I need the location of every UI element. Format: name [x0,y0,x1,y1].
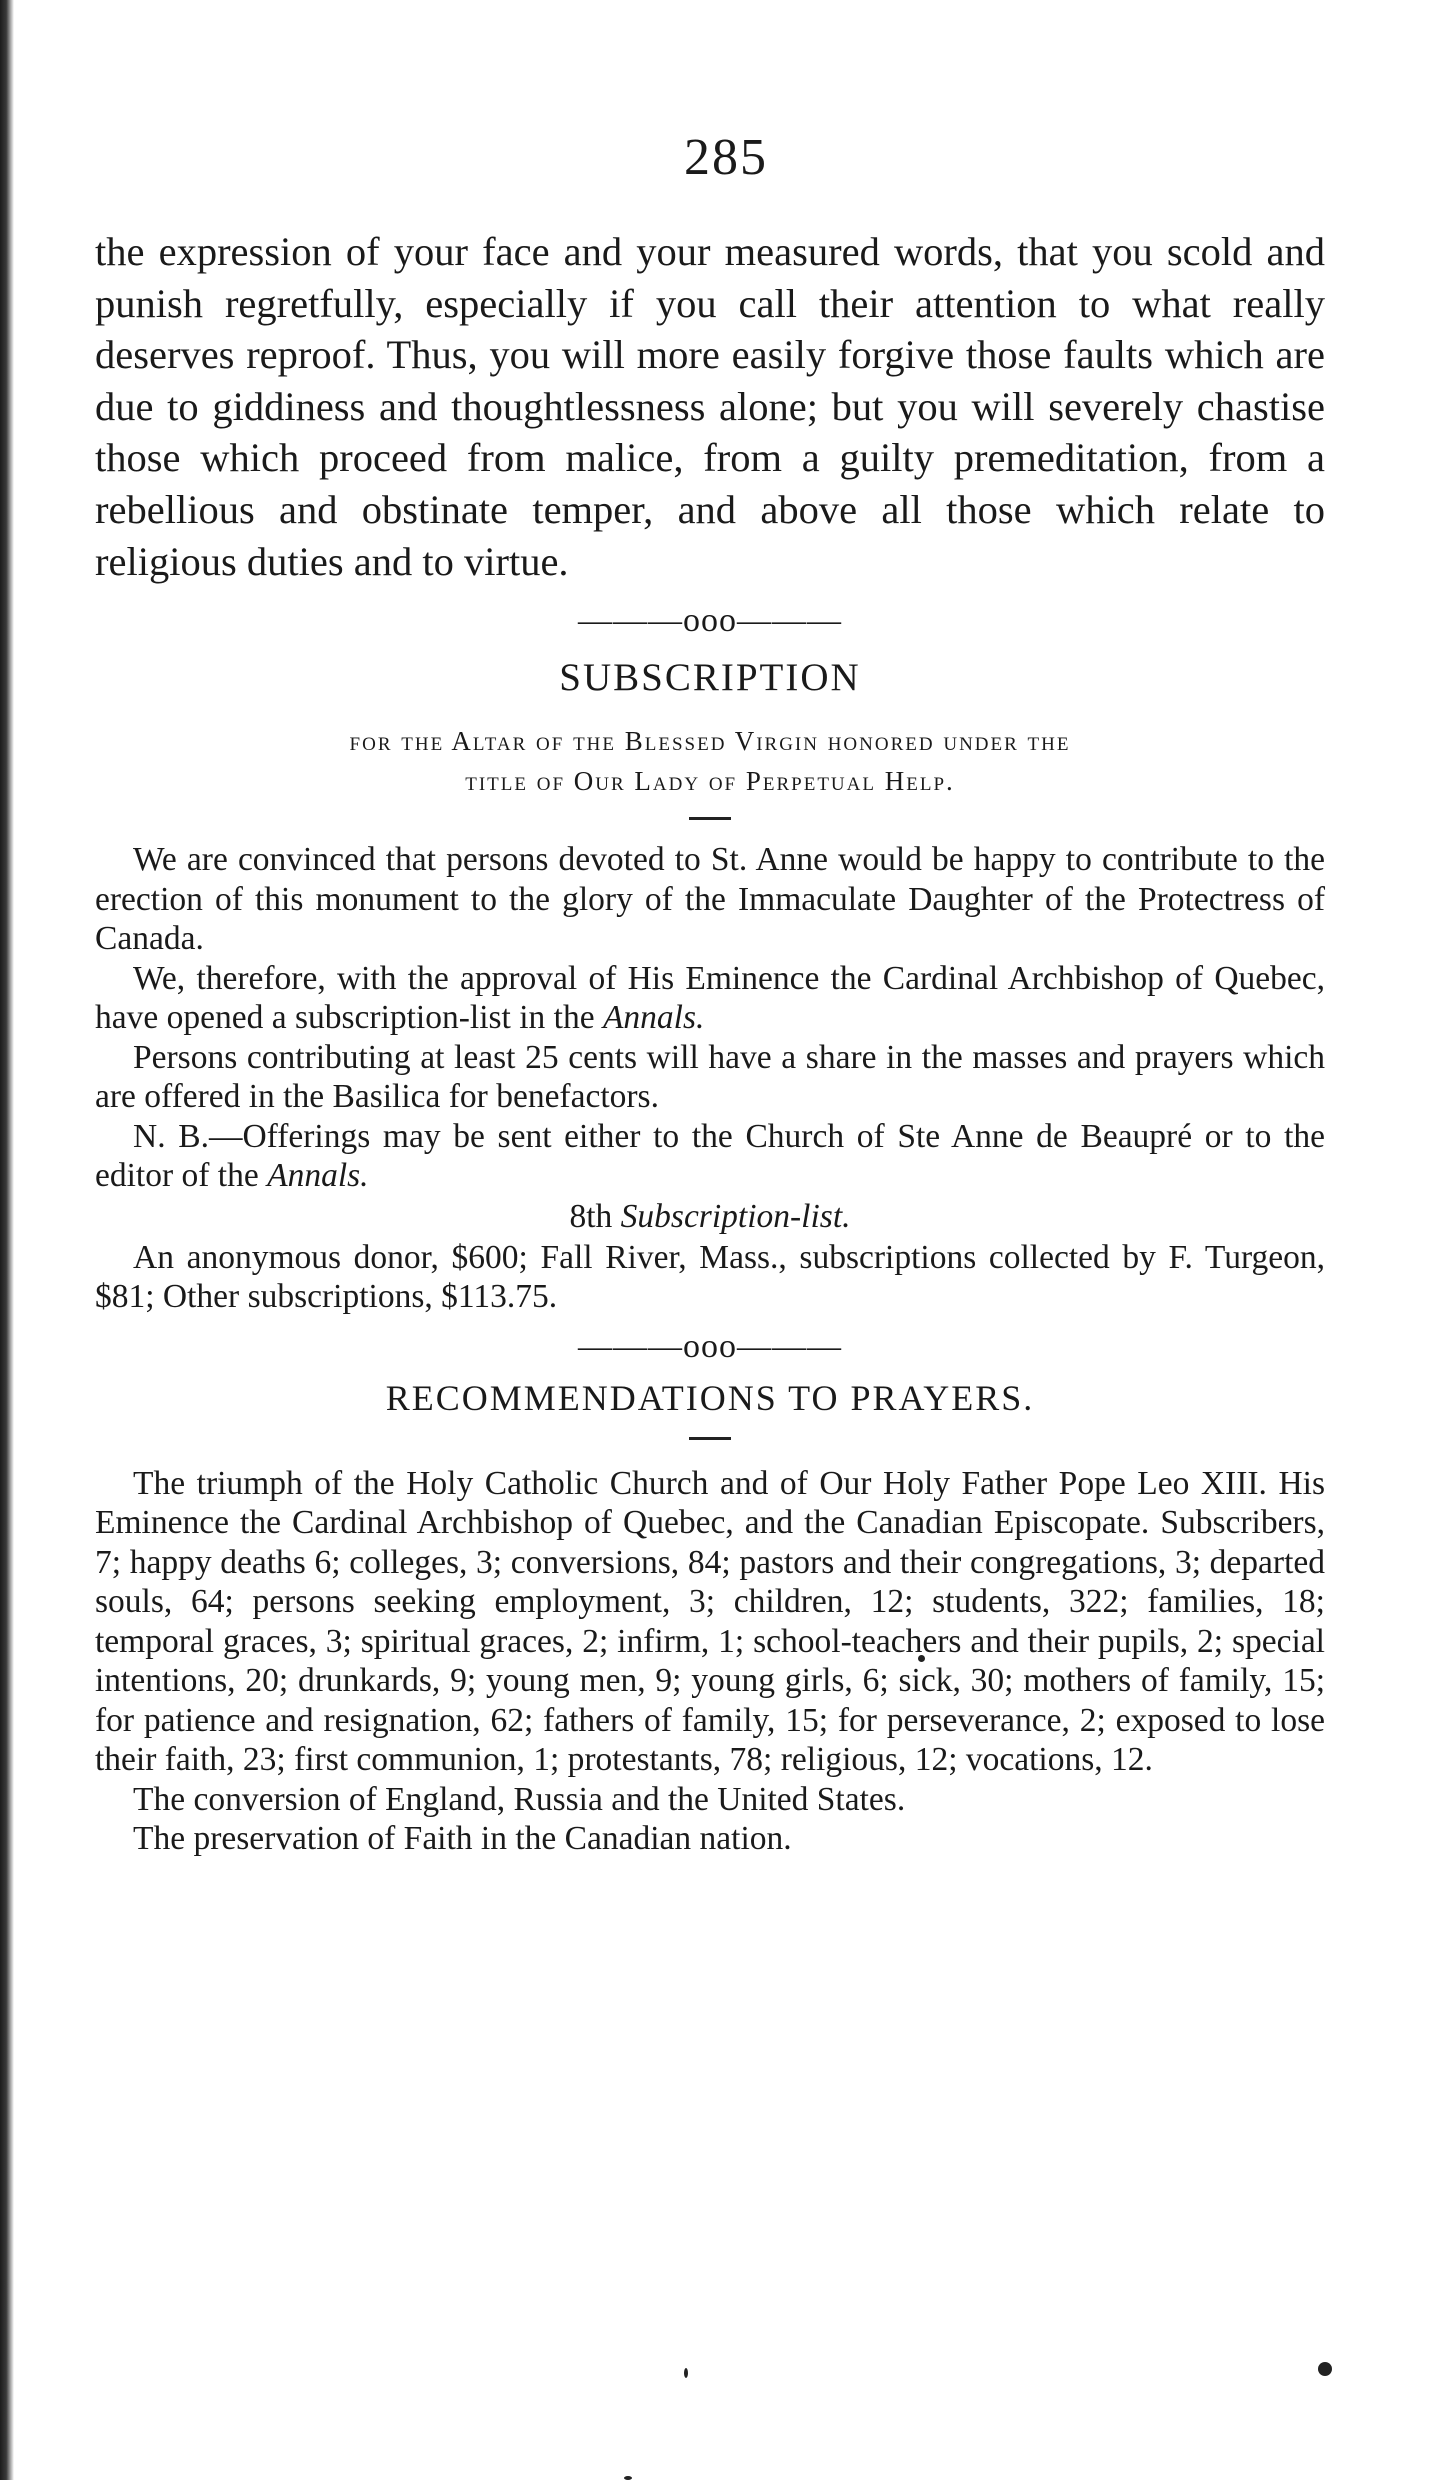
short-divider [689,817,731,820]
page-number: 285 [684,129,768,186]
donations-paragraph: An anonymous donor, $600; Fall River, Mass., subscriptions collected by F. Turgeon, $81; Other subscriptions, $113.75. [95,1238,1325,1316]
subscription-subheading-line2: title of Our Lady of Perpetual Help. [465,766,955,797]
section-separator: ———ooo——— [578,1327,842,1365]
page-body [95,226,1325,1859]
short-divider [689,1437,731,1440]
subscription-paragraph-1: We are convinced that persons devoted to St. Anne would be happy to contribute to the erection of this monument to the glory of the Immaculate Daughter of the Protectress of Canada. [95,841,1325,958]
ink-speck [1318,2362,1332,2376]
subscription-subheading-line1: for the Altar of the Blessed Virgin honored under the [349,726,1071,757]
recommendations-paragraph-1: The triumph of the Holy Catholic Church and of Our Holy Father Pope Leo XIII. His Eminence the Cardinal Archbishop of Quebec, and the Canadian Episcopate. Subscribers, 7; happy deaths 6; colleges, 3; conversions, 84; pastors and their congregations, 3; departed souls, 64; persons seeking employment, 3; children, 12; students, 322; families, 18; temporal graces, 3; spiritual graces, 2; infirm, 1; school-teachers and their pupils, 2; special intentions, 20; drunkards, 9; young men, 9; young girls, 6; sick, 30; mothers of family, 15; for patience and resignation, 62; fathers of family, 15; for perseverance, 2; exposed to lose their faith, 23; first communion, 1; protestants, 78; religious, 12; vocations, 12. [95,1464,1325,1779]
subscription-heading: SUBSCRIPTION [559,656,861,700]
annals-italic: Annals. [267,1157,369,1195]
ink-speck [684,2368,688,2378]
subscription-paragraph-3: Persons contributing at least 25 cents will have a share in the masses and prayers which are offered in the Basilica for benefactors. [95,1038,1325,1116]
subscription-paragraph-4 [95,1117,1325,1196]
recommendations-heading: RECOMMENDATIONS TO PRAYERS. [385,1377,1035,1418]
recommendations-paragraph-3: The preservation of Faith in the Canadian nation. [133,1820,792,1858]
recommendations-section [95,1373,1325,1859]
list-title: Subscription-list. [620,1197,851,1235]
subscription-section [95,653,1325,1317]
ink-speck [624,2476,632,2480]
subscription-paragraph-2-text: We, therefore, with the approval of His Eminence the Cardinal Archbishop of Quebec, have opened a subscription-list in the [95,959,1325,1037]
page-binding-edge [0,0,14,2480]
subscription-paragraph-4-text: N. B.—Offerings may be sent either to the Church of Ste Anne de Beaupré or to the editor of the [95,1117,1325,1195]
recommendations-paragraph-2: The conversion of England, Russia and the United States. [133,1780,906,1818]
subscription-paragraph-2 [95,959,1325,1038]
annals-italic: Annals. [602,999,705,1037]
subscription-list-title [95,1196,1325,1238]
list-number: 8th [569,1197,613,1235]
section-separator: ———ooo——— [578,602,842,640]
opening-paragraph: the expression of your face and your measured words, that you scold and punish regretfully, especially if you call their attention to what really deserves reproof. Thus, you will more easily forgive those faults which are due to giddiness and thoughtlessness alone; but you will severely chastise those which proceed from malice, from a guilty premeditation, from a rebellious and obstinate temper, and above all those which relate to religious duties and to virtue. [95,229,1325,584]
